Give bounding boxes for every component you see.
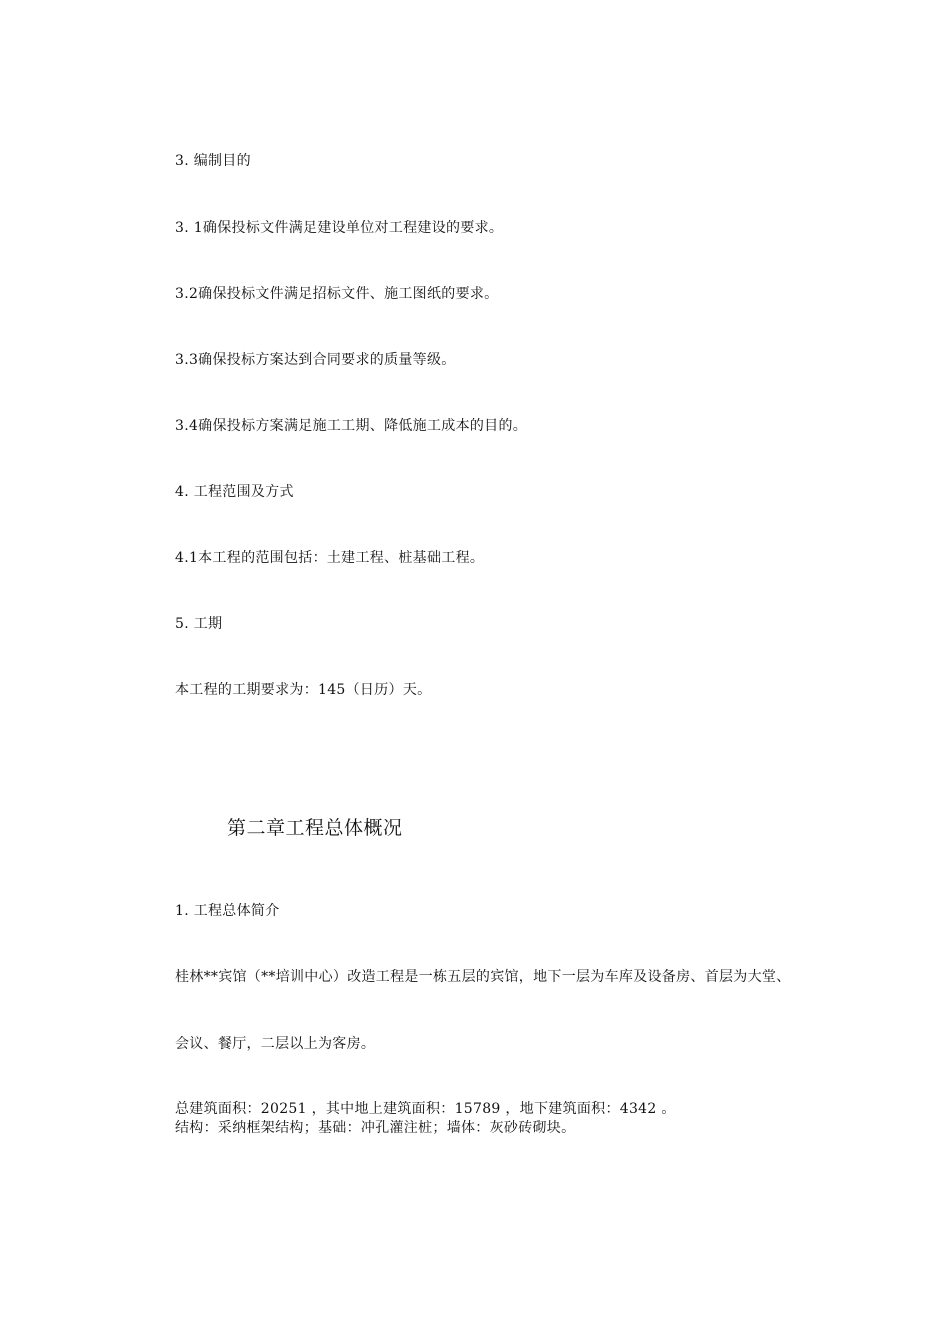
chapter-2-section-1-heading: 1. 工程总体简介 (175, 903, 280, 919)
building-area-line: 总建筑面积：20251 ，其中地上建筑面积：15789 ，地下建筑面积：4342 。 (175, 1101, 676, 1117)
chapter-2-intro-line-2: 会议、餐厅，二层以上为客房。 (175, 1036, 376, 1052)
structure-line: 结构：采纳框架结构；基础：冲孔灌注桩；墙体：灰砂砖砌块。 (175, 1120, 576, 1136)
section-3-heading: 3. 编制目的 (175, 153, 251, 169)
chapter-2-intro-line-1: 桂林**宾馆（**培训中心）改造工程是一栋五层的宾馆，地下一层为车库及设备房、首层为大堂、 (175, 969, 791, 985)
section-4-heading: 4. 工程范围及方式 (175, 484, 294, 500)
section-4-1-text: 4.1本工程的范围包括：土建工程、桩基础工程。 (175, 550, 485, 566)
section-3-3-text: 3.3确保投标方案达到合同要求的质量等级。 (175, 352, 456, 368)
section-3-2-text: 3.2确保投标文件满足招标文件、施工图纸的要求。 (175, 286, 499, 302)
section-5-heading: 5. 工期 (175, 616, 223, 632)
section-3-1-text: 3. 1确保投标文件满足建设单位对工程建设的要求。 (175, 220, 504, 236)
section-3-4-text: 3.4确保投标方案满足施工工期、降低施工成本的目的。 (175, 418, 528, 434)
section-5-text: 本工程的工期要求为：145（日历）天。 (175, 682, 432, 698)
chapter-2-title: 第二章工程总体概况 (227, 817, 403, 839)
